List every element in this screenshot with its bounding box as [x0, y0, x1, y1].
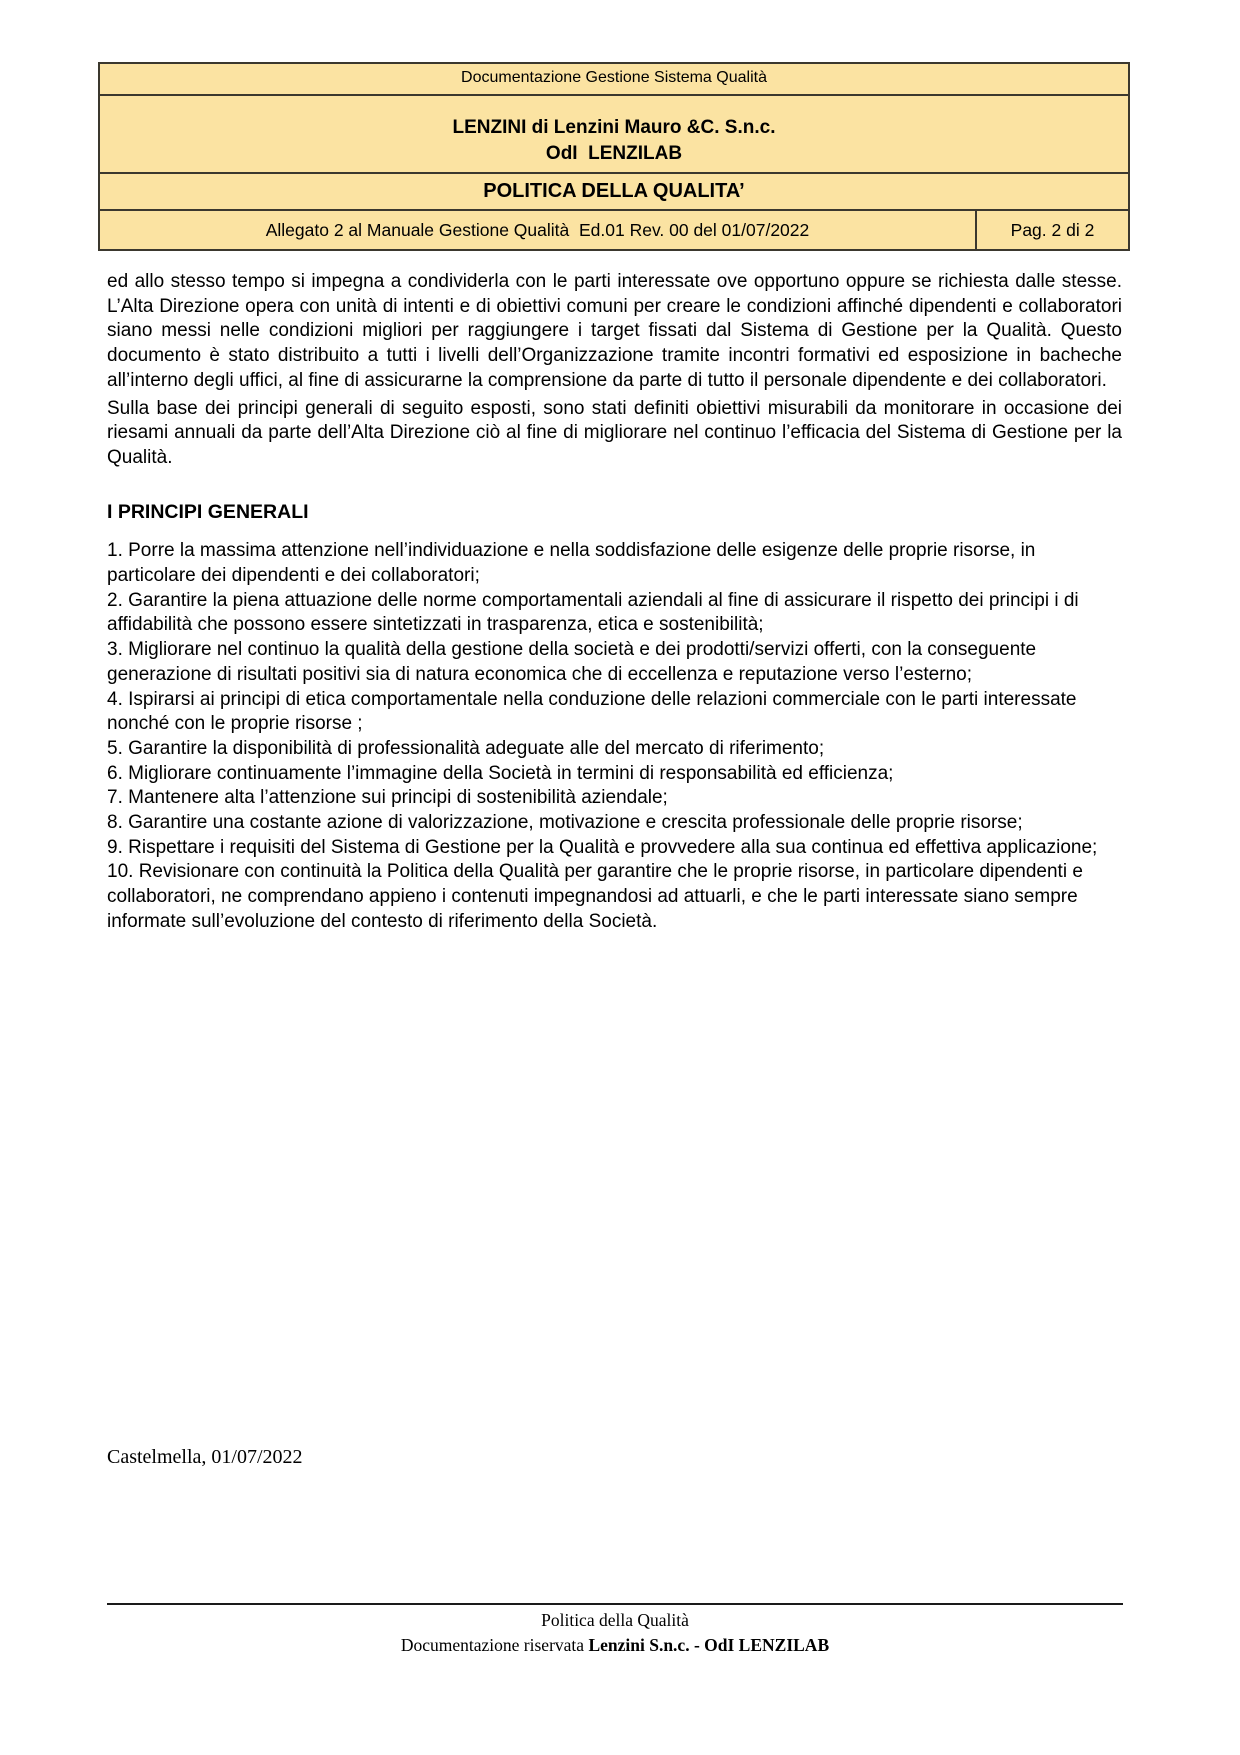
principle-item: 6. Migliorare continuamente l’immagine della Società in termini di responsabilità ed efficienza;	[107, 762, 894, 784]
principle-item: 9. Rispettare i requisiti del Sistema di Gestione per la Qualità e provvedere alla sua continua ed effettiva applicazione;	[107, 836, 1098, 858]
header-doc-title: POLITICA DELLA QUALITA’	[100, 172, 1128, 209]
header-company-cell	[100, 94, 1128, 172]
place-date-line: Castelmella, 01/07/2022	[107, 1446, 303, 1468]
header-table	[98, 62, 1130, 251]
footer-doc-title: Politica della Qualità	[541, 1610, 689, 1630]
header-page-number-cell: Pag. 2 di 2	[975, 211, 1128, 249]
header-allegato-cell: Allegato 2 al Manuale Gestione Qualità Ed.01 Rev. 00 del 01/07/2022	[265, 219, 810, 240]
principle-item: 1. Porre la massima attenzione nell’individuazione e nella soddisfazione delle esigenze delle proprie risorse, in particolare dei dipendenti e dei collaboratori;	[107, 540, 1036, 587]
principle-item: 10. Revisionare con continuità la Politica della Qualità per garantire che le proprie risorse, in particolare dipendenti e collaboratori, ne comprendano appieno i contenuti impegnandosi ad attuarli, e che le parti interessate siano sempre informate sull’evoluzione del contesto di riferimento della Società.	[107, 861, 1083, 932]
principle-item: 8. Garantire una costante azione di valorizzazione, motivazione e crescita professionale delle proprie risorse;	[107, 812, 1023, 834]
footer-confidentiality-label: Documentazione riservata	[400, 1635, 589, 1655]
principle-item: 5. Garantire la disponibilità di professionalità adeguate alle del mercato di riferimento;	[107, 737, 825, 759]
header-revision-row	[100, 209, 1128, 249]
document-body	[107, 270, 1122, 935]
footer-divider	[107, 1603, 1123, 1605]
footer-confidentiality	[107, 1633, 1123, 1658]
principles-list	[107, 539, 1122, 934]
principle-item: 3. Migliorare nel continuo la qualità della gestione della società e dei prodotti/servizi offerti, con la conseguente generazione di risultati positivi sia di natura economica che di eccellenza e reputazione verso l’esterno;	[107, 639, 1037, 685]
header-company-name: LENZINI di Lenzini Mauro &C. S.n.c.	[452, 117, 776, 138]
header-company-odi: OdI LENZILAB	[545, 143, 683, 164]
principle-item: 7. Mantenere alta l’attenzione sui principi di sostenibilità aziendale;	[107, 787, 668, 809]
page-footer	[107, 1603, 1123, 1658]
body-paragraph: ed allo stesso tempo si impegna a condividerla con le parti interessate ove opportuno oppure se richiesta dalle stesse. L’Alta Direzione opera con unità di intenti e di obiettivi comuni per creare le condizioni affinché dipendenti e collaboratori siano messi nelle condizioni migliori per raggiungere i target fissati dal Sistema di Gestione per la Qualità. Questo documento è stato distribuito a tutti i livelli dell’Organizzazione tramite incontri formativi ed esposizione in bacheche all’interno degli uffici, al fine di assicurarne la comprensione da parte di tutto il personale dipendente e dei collaboratori.	[107, 271, 1122, 391]
principle-item: 4. Ispirarsi ai principi di etica comportamentale nella conduzione delle relazioni commerciale con le parti interessate nonché con le proprie risorse ;	[107, 688, 1077, 735]
section-heading: I PRINCIPI GENERALI	[107, 500, 309, 523]
principle-item: 2. Garantire la piena attuazione delle norme comportamentali aziendali al fine di assicurare il rispetto dei principi i di affidabilità che possono essere sintetizzati in trasparenza, etica e sostenibilità;	[107, 589, 1079, 636]
body-paragraph: Sulla base dei principi generali di seguito esposti, sono stati definiti obiettivi misurabili da monitorare in occasione dei riesami annuali da parte dell’Alta Direzione ciò al fine di migliorare nel continuo l’efficacia del Sistema di Gestione per la Qualità.	[107, 397, 1122, 468]
footer-company-ref: Lenzini S.n.c. - OdI LENZILAB	[588, 1635, 830, 1655]
header-doc-type: Documentazione Gestione Sistema Qualità	[461, 69, 767, 86]
